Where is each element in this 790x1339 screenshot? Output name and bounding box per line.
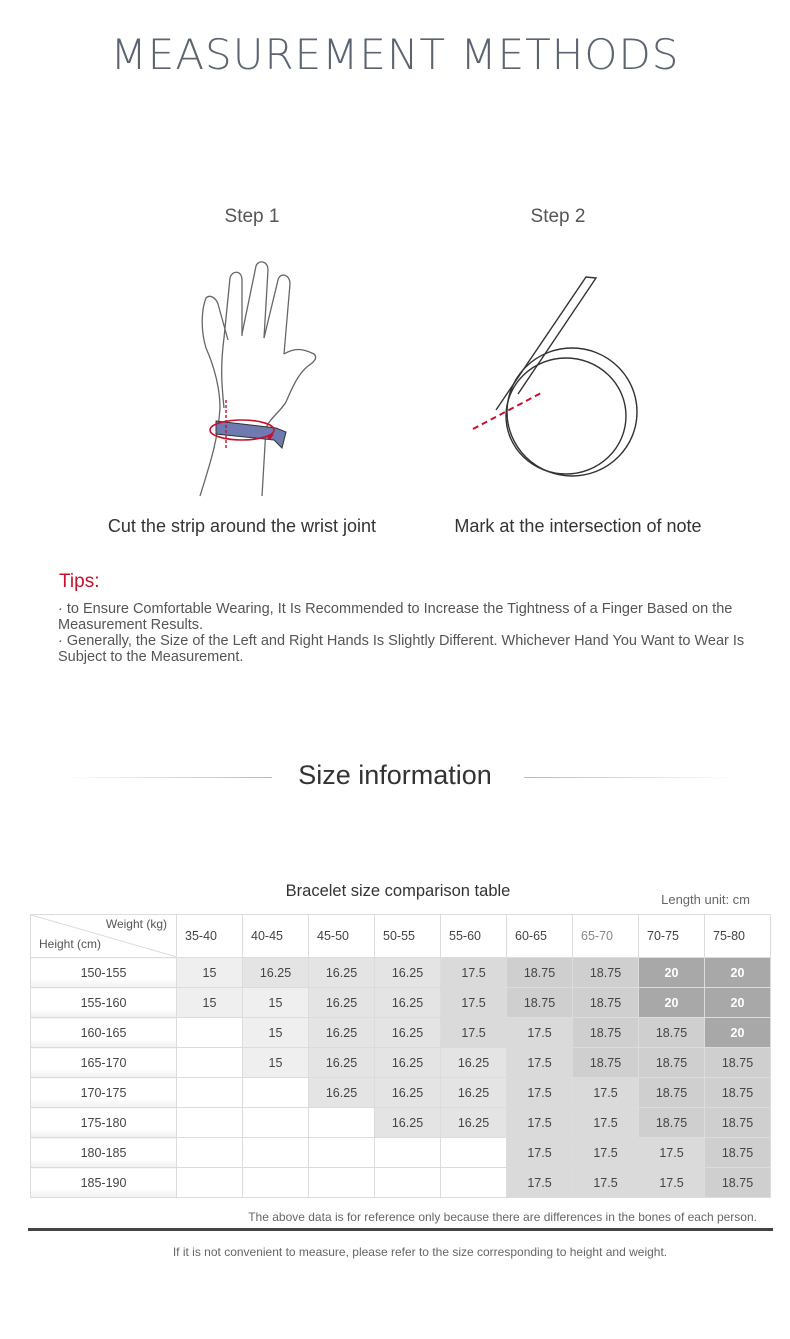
size-cell: 15 [177, 958, 243, 988]
size-cell [177, 1168, 243, 1198]
size-cell: 20 [705, 958, 771, 988]
size-cell: 20 [705, 988, 771, 1018]
size-cell [309, 1138, 375, 1168]
column-header: 65-70 [573, 915, 639, 958]
table-row [31, 1138, 771, 1168]
tips-label: Tips: [59, 571, 100, 592]
column-header: 55-60 [441, 915, 507, 958]
table-row [31, 1108, 771, 1138]
size-cell: 15 [243, 1018, 309, 1048]
size-cell: 18.75 [573, 1048, 639, 1078]
corner-weight-label: Weight (kg) [105, 917, 167, 931]
size-cell [177, 1048, 243, 1078]
size-cell: 16.25 [309, 958, 375, 988]
strip-loop-mark-icon [468, 272, 648, 492]
column-header: 40-45 [243, 915, 309, 958]
unit-label: Length unit: cm [661, 892, 750, 907]
size-cell [177, 1108, 243, 1138]
size-cell: 18.75 [507, 958, 573, 988]
size-cell: 17.5 [573, 1108, 639, 1138]
size-cell: 15 [243, 988, 309, 1018]
size-cell: 16.25 [309, 1048, 375, 1078]
size-cell: 17.5 [507, 1108, 573, 1138]
size-cell [441, 1138, 507, 1168]
size-cell: 16.25 [375, 1108, 441, 1138]
size-cell: 20 [639, 958, 705, 988]
size-cell: 17.5 [441, 1018, 507, 1048]
size-cell [441, 1168, 507, 1198]
size-cell [177, 1138, 243, 1168]
size-cell: 17.5 [507, 1138, 573, 1168]
footer-bar [28, 1228, 773, 1231]
size-cell: 17.5 [507, 1018, 573, 1048]
size-cell [375, 1138, 441, 1168]
size-cell: 18.75 [573, 988, 639, 1018]
divider-right [524, 777, 738, 778]
row-height-label: 160-165 [31, 1018, 177, 1048]
tip-item: · Generally, the Size of the Left and Right Hands Is Slightly Different. Whichever Hand You Want to Wear Is Subject to the Measurement. [58, 633, 745, 665]
size-cell: 18.75 [705, 1048, 771, 1078]
size-cell: 17.5 [639, 1138, 705, 1168]
size-cell: 18.75 [705, 1078, 771, 1108]
size-cell [243, 1078, 309, 1108]
table-row [31, 1168, 771, 1198]
table-row [31, 1078, 771, 1108]
size-cell: 17.5 [639, 1168, 705, 1198]
size-cell: 18.75 [639, 1108, 705, 1138]
size-cell: 16.25 [375, 1048, 441, 1078]
size-cell [243, 1108, 309, 1138]
size-cell [243, 1138, 309, 1168]
size-cell: 20 [639, 988, 705, 1018]
step-1-caption: Cut the strip around the wrist joint [107, 516, 377, 536]
size-cell: 18.75 [507, 988, 573, 1018]
column-header: 75-80 [705, 915, 771, 958]
corner-height-label: Height (cm) [39, 937, 102, 951]
size-cell: 16.25 [243, 958, 309, 988]
size-cell [243, 1168, 309, 1198]
size-table [30, 914, 771, 1198]
size-cell: 18.75 [639, 1048, 705, 1078]
column-header: 70-75 [639, 915, 705, 958]
tip-item: · to Ensure Comfortable Wearing, It Is Recommended to Increase the Tightness of a Finger Based on the Measurement Results. [58, 601, 733, 633]
size-cell [177, 1018, 243, 1048]
size-cell: 18.75 [705, 1168, 771, 1198]
size-cell: 20 [705, 1018, 771, 1048]
size-cell: 17.5 [507, 1078, 573, 1108]
size-cell: 16.25 [309, 988, 375, 1018]
step-1-label: Step 1 [224, 206, 280, 227]
row-height-label: 155-160 [31, 988, 177, 1018]
size-cell: 17.5 [573, 1138, 639, 1168]
size-cell: 17.5 [507, 1168, 573, 1198]
size-cell: 17.5 [573, 1078, 639, 1108]
size-cell: 16.25 [375, 958, 441, 988]
size-cell: 17.5 [573, 1168, 639, 1198]
size-cell: 18.75 [705, 1138, 771, 1168]
size-cell: 16.25 [375, 988, 441, 1018]
size-cell: 16.25 [309, 1018, 375, 1048]
row-height-label: 185-190 [31, 1168, 177, 1198]
row-height-label: 165-170 [31, 1048, 177, 1078]
size-cell: 18.75 [639, 1018, 705, 1048]
step-2-caption: Mark at the intersection of note [454, 516, 702, 536]
size-cell: 16.25 [441, 1078, 507, 1108]
size-cell: 18.75 [573, 958, 639, 988]
hand-wrist-measure-icon [190, 258, 330, 508]
size-cell [375, 1168, 441, 1198]
size-cell: 17.5 [441, 958, 507, 988]
size-cell: 15 [177, 988, 243, 1018]
size-cell: 15 [243, 1048, 309, 1078]
column-header: 50-55 [375, 915, 441, 958]
size-cell: 16.25 [375, 1078, 441, 1108]
table-row [31, 988, 771, 1018]
column-header: 60-65 [507, 915, 573, 958]
table-row [31, 958, 771, 988]
size-cell [309, 1108, 375, 1138]
size-cell: 18.75 [705, 1108, 771, 1138]
table-caption: Bracelet size comparison table [285, 882, 511, 900]
column-header: 35-40 [177, 915, 243, 958]
reference-note: The above data is for reference only because there are differences in the bones of each person. [248, 1210, 757, 1224]
column-header: 45-50 [309, 915, 375, 958]
row-height-label: 175-180 [31, 1108, 177, 1138]
section-title: Size information [298, 760, 492, 790]
row-height-label: 170-175 [31, 1078, 177, 1108]
size-cell: 18.75 [639, 1078, 705, 1108]
size-cell: 16.25 [375, 1018, 441, 1048]
table-corner-cell [31, 915, 177, 958]
size-cell: 18.75 [573, 1018, 639, 1048]
row-height-label: 180-185 [31, 1138, 177, 1168]
size-cell: 17.5 [507, 1048, 573, 1078]
table-header-row [31, 915, 771, 958]
size-cell: 16.25 [441, 1108, 507, 1138]
size-cell: 16.25 [309, 1078, 375, 1108]
measure-note: If it is not convenient to measure, please refer to the size corresponding to height and weight. [172, 1245, 668, 1259]
step-2-label: Step 2 [530, 206, 586, 227]
row-height-label: 150-155 [31, 958, 177, 988]
table-row [31, 1048, 771, 1078]
page-title: MEASUREMENT METHODS [110, 30, 680, 79]
size-cell: 17.5 [441, 988, 507, 1018]
size-cell [177, 1078, 243, 1108]
size-cell [309, 1168, 375, 1198]
table-row [31, 1018, 771, 1048]
size-cell: 16.25 [441, 1048, 507, 1078]
